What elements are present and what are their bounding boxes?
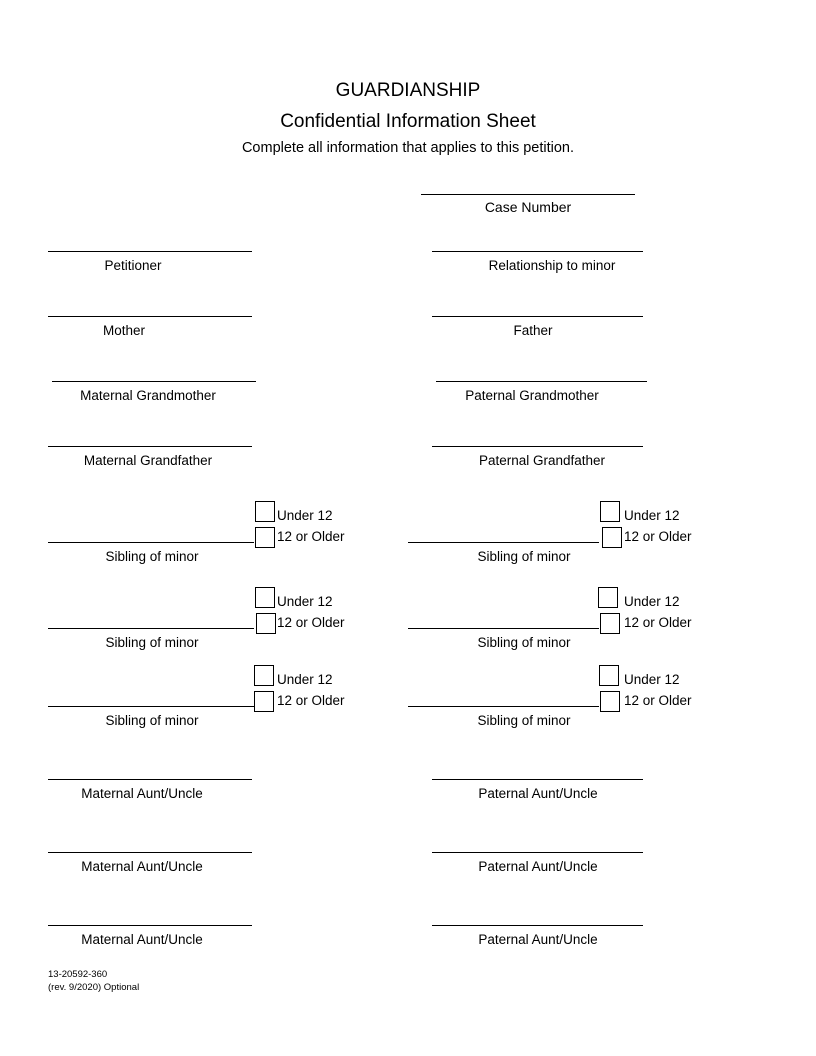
sibling-6-field[interactable] (408, 706, 599, 707)
sibling-4-under-12-label: Under 12 (624, 594, 680, 609)
sibling-4-field[interactable] (408, 628, 599, 629)
case-number-field[interactable] (421, 194, 635, 195)
paternal-grandmother-label: Paternal Grandmother (465, 388, 599, 403)
sibling-3-label: Sibling of minor (105, 635, 199, 650)
sibling-2-under-12-checkbox[interactable] (600, 501, 620, 522)
paternal-aunt-uncle-3-field[interactable] (432, 925, 643, 926)
sibling-2-12-or-older-checkbox[interactable] (602, 527, 622, 548)
sibling-4-12-or-older-checkbox[interactable] (600, 613, 620, 634)
sibling-1-12-or-older-label: 12 or Older (277, 529, 345, 544)
maternal-aunt-uncle-3-label: Maternal Aunt/Uncle (81, 932, 203, 947)
mother-label: Mother (102, 323, 146, 338)
sibling-3-field[interactable] (48, 628, 254, 629)
sibling-2-12-or-older-label: 12 or Older (624, 529, 692, 544)
sibling-4-under-12-checkbox[interactable] (598, 587, 618, 608)
sibling-2-field[interactable] (408, 542, 599, 543)
form-subtitle: Confidential Information Sheet (280, 111, 536, 132)
form-instructions: Complete all information that applies to this petition. (241, 140, 575, 156)
sibling-5-field[interactable] (48, 706, 254, 707)
sibling-6-label: Sibling of minor (477, 713, 571, 728)
mother-field[interactable] (48, 316, 252, 317)
relationship-field[interactable] (432, 251, 643, 252)
sibling-5-under-12-checkbox[interactable] (254, 665, 274, 686)
sibling-1-field[interactable] (48, 542, 254, 543)
form-title: GUARDIANSHIP (335, 80, 481, 101)
sibling-1-under-12-checkbox[interactable] (255, 501, 275, 522)
sibling-5-12-or-older-label: 12 or Older (277, 693, 345, 708)
paternal-grandfather-field[interactable] (432, 446, 643, 447)
maternal-aunt-uncle-1-field[interactable] (48, 779, 252, 780)
sibling-3-under-12-checkbox[interactable] (255, 587, 275, 608)
father-field[interactable] (432, 316, 643, 317)
paternal-grandmother-field[interactable] (436, 381, 647, 382)
sibling-1-under-12-label: Under 12 (277, 508, 333, 523)
petitioner-label: Petitioner (104, 258, 162, 273)
sibling-4-12-or-older-label: 12 or Older (624, 615, 692, 630)
sibling-5-label: Sibling of minor (105, 713, 199, 728)
paternal-aunt-uncle-2-label: Paternal Aunt/Uncle (478, 859, 598, 874)
sibling-3-12-or-older-label: 12 or Older (277, 615, 345, 630)
sibling-2-label: Sibling of minor (477, 549, 571, 564)
sibling-4-label: Sibling of minor (477, 635, 571, 650)
sibling-5-under-12-label: Under 12 (277, 672, 333, 687)
maternal-grandfather-label: Maternal Grandfather (83, 453, 213, 468)
sibling-6-under-12-checkbox[interactable] (599, 665, 619, 686)
sibling-5-12-or-older-checkbox[interactable] (254, 691, 274, 712)
paternal-aunt-uncle-2-field[interactable] (432, 852, 643, 853)
sibling-6-under-12-label: Under 12 (624, 672, 680, 687)
sibling-2-under-12-label: Under 12 (624, 508, 680, 523)
petitioner-field[interactable] (48, 251, 252, 252)
maternal-grandmother-field[interactable] (52, 381, 256, 382)
paternal-aunt-uncle-1-label: Paternal Aunt/Uncle (478, 786, 598, 801)
form-revision: (rev. 9/2020) Optional (48, 982, 140, 993)
paternal-aunt-uncle-1-field[interactable] (432, 779, 643, 780)
maternal-aunt-uncle-2-field[interactable] (48, 852, 252, 853)
maternal-aunt-uncle-1-label: Maternal Aunt/Uncle (81, 786, 203, 801)
maternal-grandfather-field[interactable] (48, 446, 252, 447)
case-number-label: Case Number (484, 199, 572, 215)
maternal-aunt-uncle-3-field[interactable] (48, 925, 252, 926)
maternal-aunt-uncle-2-label: Maternal Aunt/Uncle (81, 859, 203, 874)
sibling-6-12-or-older-label: 12 or Older (624, 693, 692, 708)
sibling-1-label: Sibling of minor (105, 549, 199, 564)
maternal-grandmother-label: Maternal Grandmother (80, 388, 216, 403)
paternal-grandfather-label: Paternal Grandfather (478, 453, 606, 468)
paternal-aunt-uncle-3-label: Paternal Aunt/Uncle (478, 932, 598, 947)
sibling-3-under-12-label: Under 12 (277, 594, 333, 609)
sibling-3-12-or-older-checkbox[interactable] (256, 613, 276, 634)
sibling-6-12-or-older-checkbox[interactable] (600, 691, 620, 712)
father-label: Father (513, 323, 553, 338)
sibling-1-12-or-older-checkbox[interactable] (255, 527, 275, 548)
form-number: 13-20592-360 (48, 969, 108, 980)
relationship-label: Relationship to minor (488, 258, 616, 273)
